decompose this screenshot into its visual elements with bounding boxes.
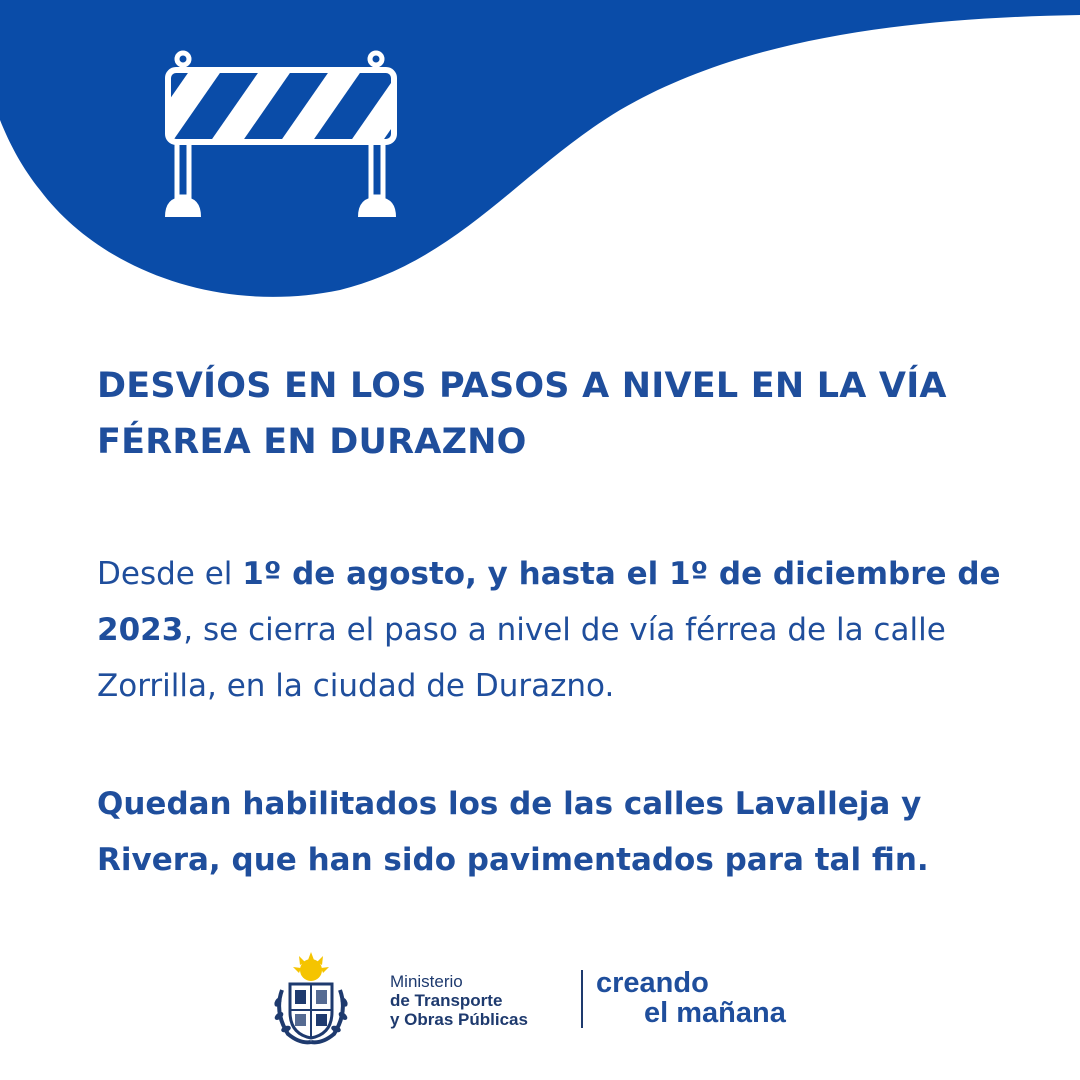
page-title: DESVÍOS EN LOS PASOS A NIVEL EN LA VÍA FÉRREA EN DURAZNO bbox=[97, 366, 947, 462]
closure-dates: 1º de agosto, y hasta el 1º de diciembre de 2023 bbox=[97, 556, 1001, 648]
footer-logos bbox=[268, 950, 848, 1050]
ministry-line-1: Ministerio bbox=[390, 972, 463, 991]
alternatives-paragraph: Quedan habilitados los de las calles Lavalleja y Rivera, que han sido pavimentados para tal fin. bbox=[97, 786, 929, 878]
closure-text-start: Desde el bbox=[97, 556, 243, 592]
ministry-name bbox=[390, 972, 528, 1029]
ministry-line-2: de Transporte bbox=[390, 991, 503, 1010]
slogan-line-2: el mañana bbox=[644, 997, 786, 1029]
road-barrier-icon bbox=[150, 45, 410, 225]
uruguay-coat-of-arms-icon bbox=[268, 950, 354, 1048]
slogan-line-1: creando bbox=[596, 967, 709, 999]
ministry-line-3: y Obras Públicas bbox=[390, 1010, 528, 1029]
slogan bbox=[596, 968, 786, 1028]
closure-text-end: , se cierra el paso a nivel de vía férrea de la calle Zorrilla, en la ciudad de Durazno. bbox=[97, 612, 946, 704]
footer-divider bbox=[581, 970, 583, 1028]
closure-paragraph bbox=[97, 546, 1027, 714]
